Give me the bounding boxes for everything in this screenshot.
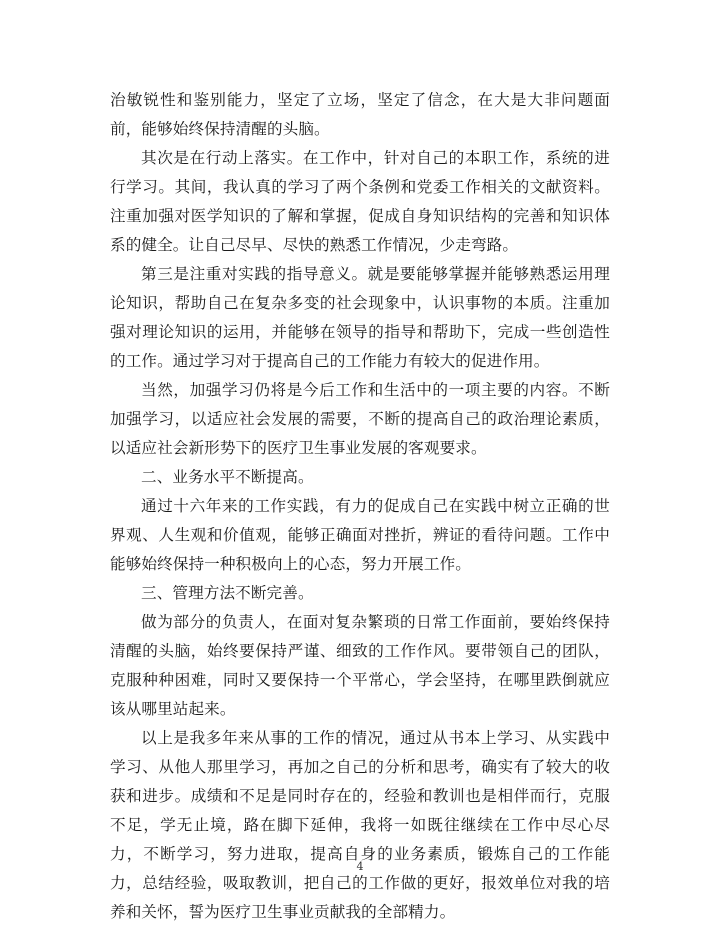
document-body bbox=[110, 86, 610, 927]
page-number: 4 bbox=[356, 860, 364, 873]
section-heading-business: 二、业务水平不断提高。 bbox=[141, 468, 314, 486]
paragraph-8: 做为部分的负责人，在面对复杂繁琐的日常工作面前，要始终保持清醒的头脑，始终要保持严谨、细致的工作作风。要带领自己的团队，克服种种困难，同时又要保持一个平常心，学会坚持，在哪里跌倒就应该从哪里站起来。 bbox=[110, 613, 610, 718]
paragraph-1: 治敏锐性和鉴别能力，坚定了立场，坚定了信念，在大是大非问题面前，能够始终保持清醒的头脑。 bbox=[110, 91, 610, 138]
paragraph-9: 以上是我多年来从事的工作的情况，通过从书本上学习、从实践中学习、从他人那里学习，再加之自己的分析和思考，确实有了较大的收获和进步。成绩和不足是同时存在的，经验和教训也是相伴而行，克服不足，学无止境，路在脚下延伸，我将一如既往继续在工作中尽心尽力，不断学习，努力进取，提高自身的业务素质，锻炼自己的工作能力，总结经验，吸取教训，把自己的工作做的更好，报效单位对我的培养和关怀，誓为医疗卫生事业贡献我的全部精力。 bbox=[110, 729, 610, 921]
paragraph-6: 通过十六年来的工作实践，有力的促成自己在实践中树立正确的世界观、人生观和价值观，能够正确面对挫折，辨证的看待问题。工作中能够始终保持一种积极向上的心态，努力开展工作。 bbox=[110, 497, 610, 573]
paragraph-3: 第三是注重对实践的指导意义。就是要能够掌握并能够熟悉运用理论知识，帮助自己在复杂多变的社会现象中，认识事物的本质。注重加强对理论知识的运用，并能够在领导的指导和帮助下，完成一些创造性的工作。通过学习对于提高自己的工作能力有较大的促进作用。 bbox=[110, 265, 610, 370]
paragraph-2: 其次是在行动上落实。在工作中，针对自己的本职工作，系统的进行学习。其间，我认真的学习了两个条例和党委工作相关的文献资料。注重加强对医学知识的了解和掌握，促成自身知识结构的完善和知识体系的健全。让自己尽早、尽快的熟悉工作情况，少走弯路。 bbox=[110, 149, 610, 254]
section-heading-management: 三、管理方法不断完善。 bbox=[141, 584, 314, 602]
paragraph-4: 当然，加强学习仍将是今后工作和生活中的一项主要的内容。不断加强学习，以适应社会发展的需要，不断的提高自己的政治理论素质，以适应社会新形势下的医疗卫生事业发展的客观要求。 bbox=[110, 381, 610, 457]
